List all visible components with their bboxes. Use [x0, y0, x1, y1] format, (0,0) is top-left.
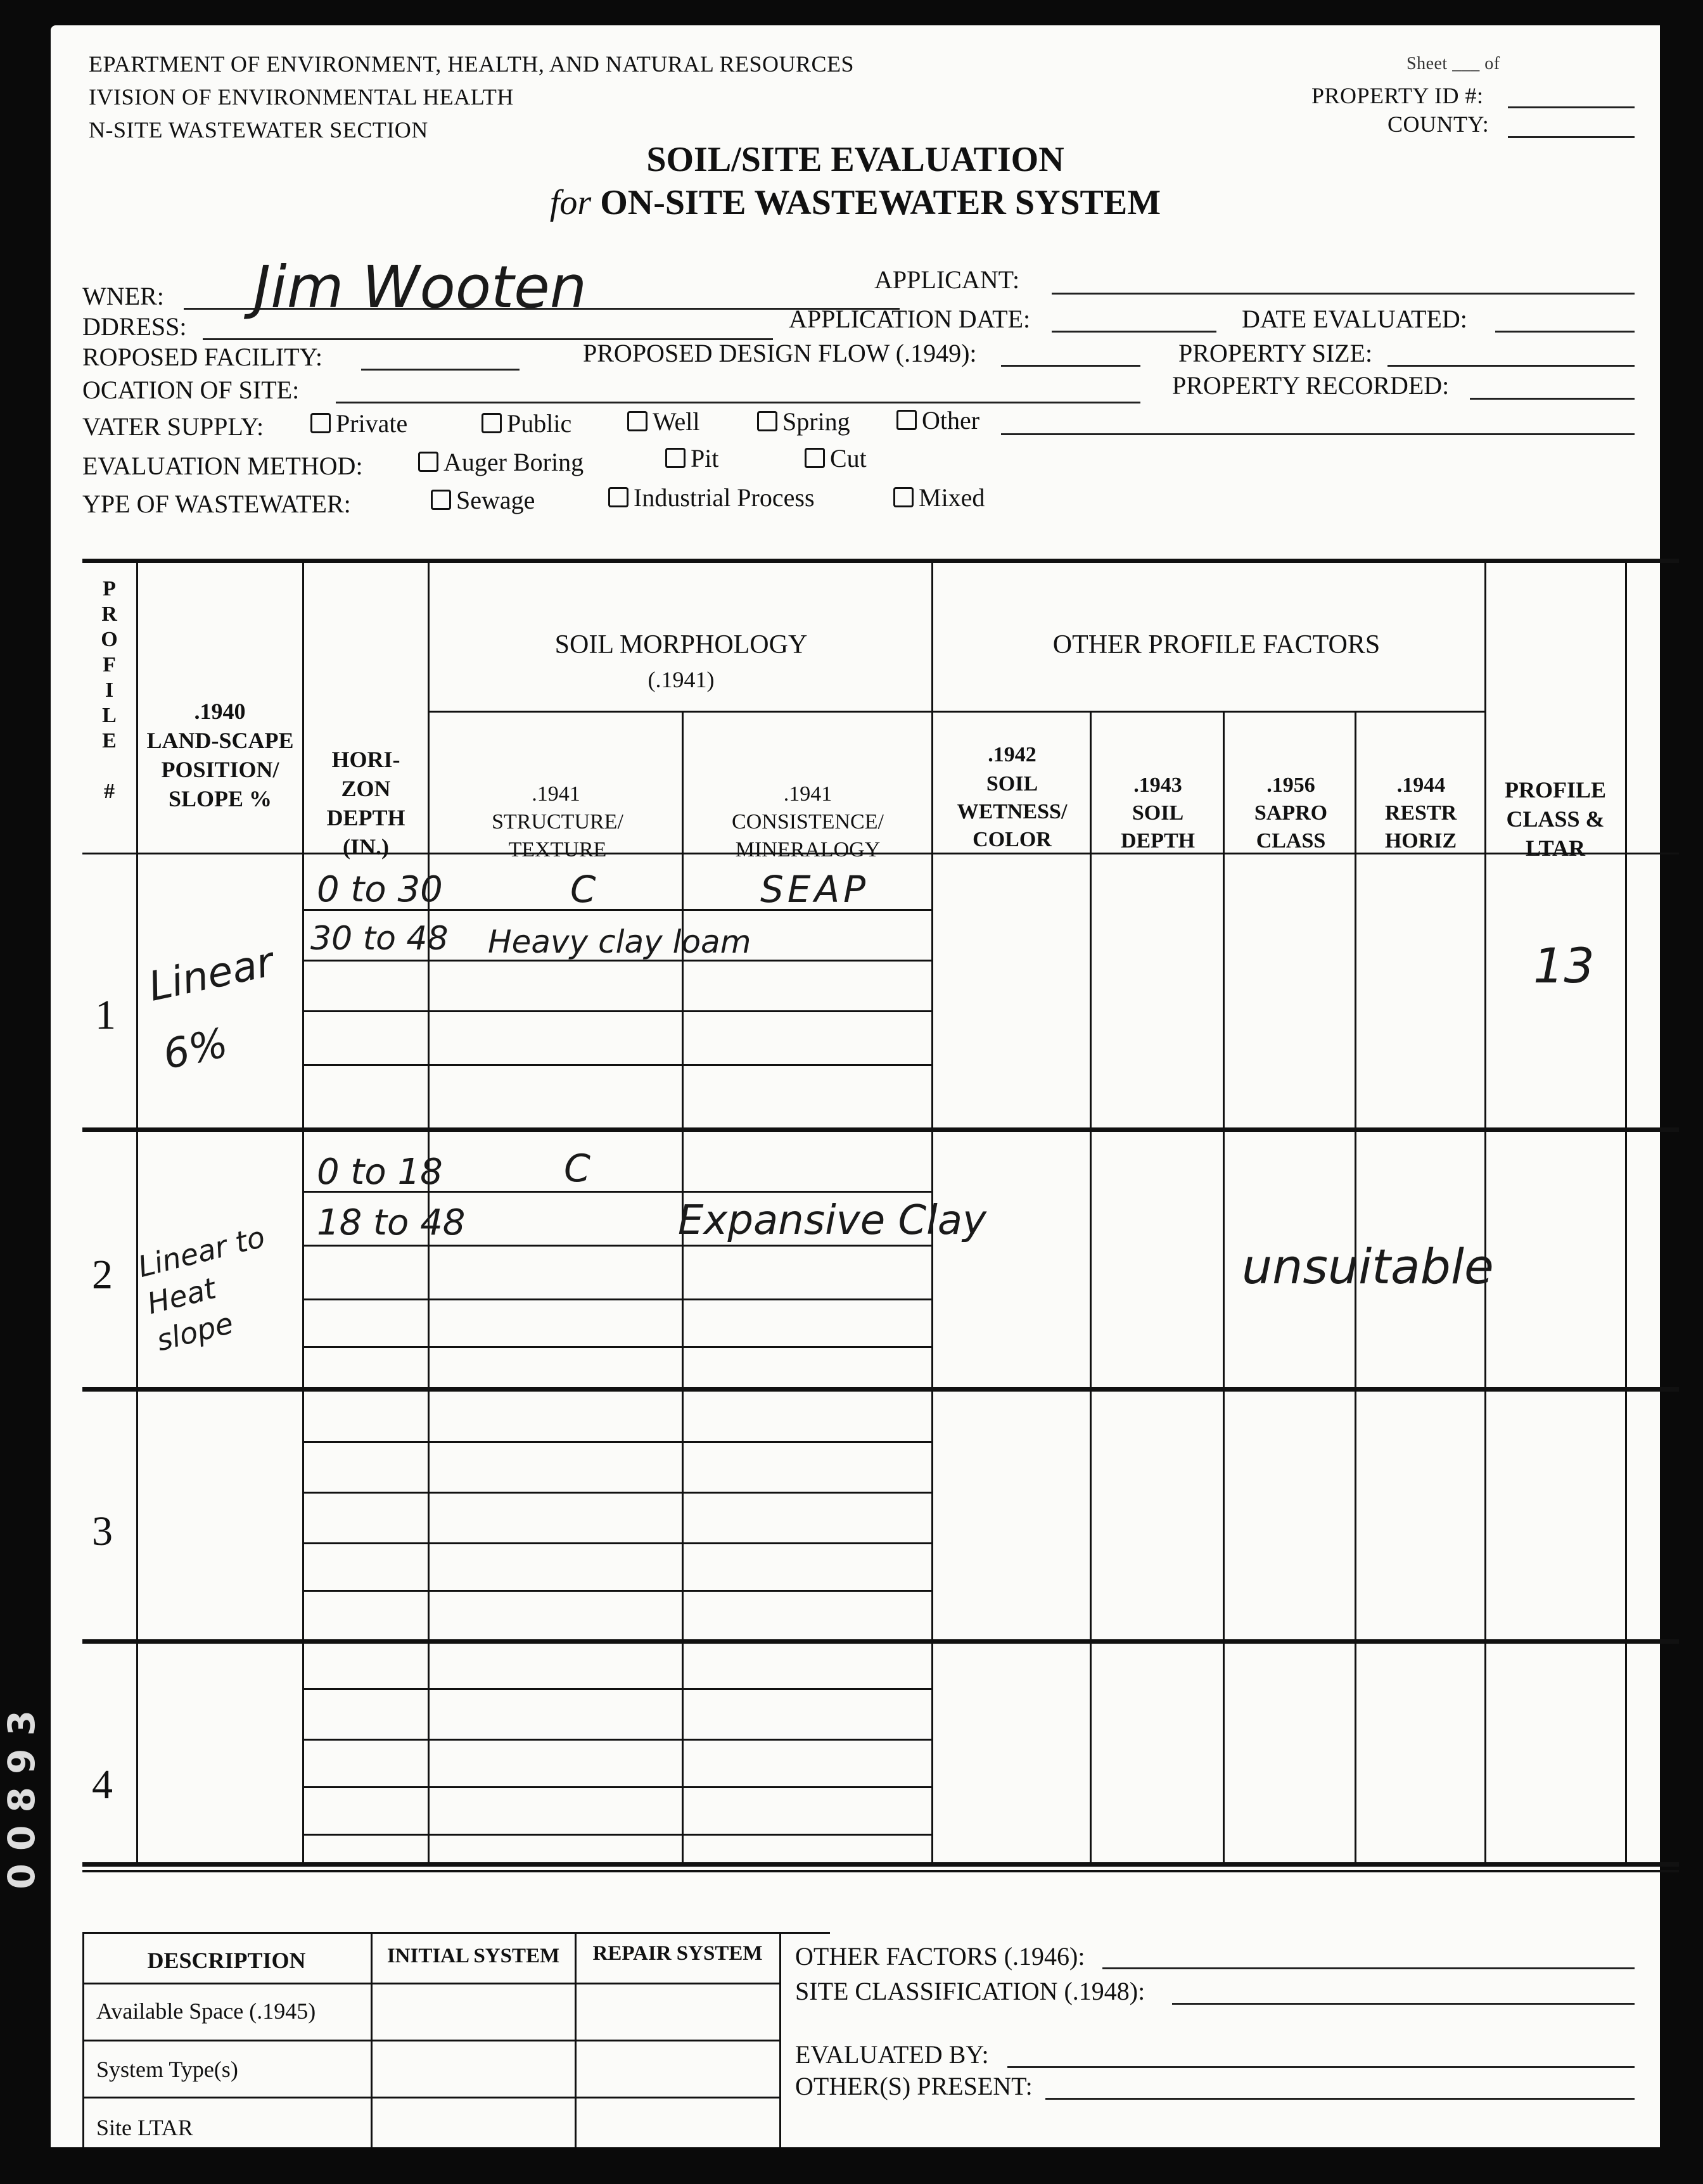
checkbox-icon	[896, 410, 917, 430]
profile-row-4-number: 4	[92, 1762, 113, 1808]
design-flow-label: PROPOSED DESIGN FLOW (.1949):	[583, 339, 977, 367]
checkbox-icon	[608, 487, 628, 507]
class-col-header: PROFILE CLASS & LTAR	[1504, 777, 1606, 861]
form-title: SOIL/SITE EVALUATION	[646, 140, 1064, 179]
profile-col-header: P R O F I L E #	[101, 577, 118, 803]
evaluated-by-label: EVALUATED BY:	[795, 2040, 989, 2069]
form-page	[51, 25, 1660, 2147]
location-label: OCATION OF SITE:	[82, 376, 300, 404]
site-ltar-label: Site LTAR	[96, 2115, 193, 2140]
owner-label: WNER:	[82, 282, 164, 310]
depth-code: .1943	[1133, 773, 1182, 797]
checkbox-icon	[310, 413, 331, 433]
profile-row-1-number: 1	[95, 992, 116, 1038]
depth-col-header: SOIL DEPTH	[1120, 801, 1196, 853]
agency-line-3: N-SITE WASTEWATER SECTION	[89, 117, 428, 143]
structure-code: .1941	[532, 782, 580, 806]
other-factors-label: OTHER FACTORS (.1946):	[795, 1942, 1085, 1971]
landscape-col-header: LAND-SCAPE POSITION/ SLOPE %	[146, 728, 294, 811]
wetness-code: .1942	[988, 743, 1036, 766]
method-pit-option[interactable]: Pit	[665, 443, 718, 473]
applicant-label: APPLICANT:	[874, 265, 1020, 294]
property-id-label: PROPERTY ID #:	[1311, 83, 1484, 108]
row2-depth1[interactable]: 0 to 18	[317, 1152, 443, 1193]
profile-row-3-number: 3	[92, 1508, 113, 1554]
property-recorded-label: PROPERTY RECORDED:	[1172, 371, 1450, 400]
water-supply-label: VATER SUPPLY:	[82, 412, 264, 441]
address-label: DDRESS:	[82, 312, 187, 341]
others-present-label: OTHER(S) PRESENT:	[795, 2072, 1033, 2100]
wetness-col-header: SOIL WETNESS/ COLOR	[957, 772, 1068, 851]
checkbox-icon	[757, 411, 777, 431]
restr-col-header: RESTR HORIZ	[1384, 801, 1457, 853]
checkbox-icon	[431, 490, 451, 510]
water-other-option[interactable]: Other	[896, 405, 979, 435]
row2-landscape[interactable]: Linear to Heat slope	[134, 1219, 269, 1358]
soil-morphology-header: SOIL MORPHOLOGY	[554, 630, 808, 659]
description-col-header: DESCRIPTION	[147, 1948, 306, 1973]
structure-col-header: STRUCTURE/ TEXTURE	[492, 810, 623, 861]
row1-texture2[interactable]: Heavy clay loam	[488, 924, 751, 960]
consistence-code: .1941	[783, 782, 832, 806]
owner-value[interactable]: Jim Wooten	[253, 253, 587, 321]
checkbox-icon	[418, 452, 438, 472]
ww-mixed-option[interactable]: Mixed	[893, 483, 985, 512]
profile-row-2-number: 2	[92, 1252, 113, 1298]
row2-unsuitable[interactable]: unsuitable	[1242, 1238, 1494, 1295]
sapro-code: .1956	[1266, 773, 1315, 797]
agency-line-1: EPARTMENT OF ENVIRONMENT, HEALTH, AND NATURAL RESOURCES	[89, 51, 855, 77]
row1-landscape[interactable]: Linear 6%	[144, 939, 278, 1079]
row2-structure1[interactable]: C	[564, 1146, 590, 1191]
proposed-facility-label: ROPOSED FACILITY:	[82, 343, 322, 371]
method-cut-option[interactable]: Cut	[805, 443, 867, 473]
site-classification-label: SITE CLASSIFICATION (.1948):	[795, 1977, 1145, 2005]
soil-morphology-code: (.1941)	[647, 667, 715, 692]
county-label: COUNTY:	[1387, 111, 1489, 137]
form-subtitle: for ON-SITE WASTEWATER SYSTEM	[549, 183, 1161, 222]
ww-industrial-option[interactable]: Industrial Process	[608, 483, 815, 512]
restr-code: .1944	[1396, 773, 1446, 797]
row1-depth2[interactable]: 30 to 48	[310, 920, 449, 958]
landscape-col-code: .1940	[194, 699, 246, 724]
row2-texture2[interactable]: Expansive Clay	[678, 1197, 986, 1244]
other-factors-header: OTHER PROFILE FACTORS	[1052, 630, 1381, 659]
row1-structure1[interactable]: C	[570, 868, 596, 911]
water-well-option[interactable]: Well	[627, 407, 700, 436]
method-auger-option[interactable]: Auger Boring	[418, 447, 584, 477]
water-public-option[interactable]: Public	[482, 409, 571, 438]
property-size-label: PROPERTY SIZE:	[1178, 339, 1373, 367]
horizon-col-header: HORI-ZON DEPTH (IN.)	[326, 747, 405, 860]
row2-depth2[interactable]: 18 to 48	[317, 1202, 466, 1243]
checkbox-icon	[665, 448, 686, 468]
checkbox-icon	[805, 448, 825, 468]
wastewater-type-label: YPE OF WASTEWATER:	[82, 490, 351, 518]
checkbox-icon	[482, 413, 502, 433]
date-evaluated-label: DATE EVALUATED:	[1242, 305, 1467, 333]
row1-consistence1[interactable]: SEAP	[760, 868, 870, 911]
row1-class[interactable]: 13	[1533, 937, 1595, 994]
ww-sewage-option[interactable]: Sewage	[431, 485, 535, 515]
water-spring-option[interactable]: Spring	[757, 407, 850, 436]
application-date-label: APPLICATION DATE:	[789, 305, 1031, 333]
checkbox-icon	[627, 411, 647, 431]
system-types-label: System Type(s)	[96, 2057, 238, 2082]
agency-line-2: IVISION OF ENVIRONMENTAL HEALTH	[89, 84, 514, 110]
sapro-col-header: SAPRO CLASS	[1254, 801, 1328, 853]
consistence-col-header: CONSISTENCE/ MINERALOGY	[732, 810, 884, 861]
checkbox-icon	[893, 487, 914, 507]
available-space-label: Available Space (.1945)	[96, 1998, 316, 2024]
row1-depth1[interactable]: 0 to 30	[317, 869, 443, 910]
repair-col-header: REPAIR SYSTEM	[592, 1942, 763, 1965]
initial-col-header: INITIAL SYSTEM	[386, 1945, 560, 1967]
water-private-option[interactable]: Private	[310, 409, 407, 438]
evaluation-method-label: EVALUATION METHOD:	[82, 452, 363, 480]
sheet-label: Sheet ___ of	[1406, 54, 1500, 73]
binder-margin-text: 0 0 8 9 3	[0, 1710, 43, 1889]
